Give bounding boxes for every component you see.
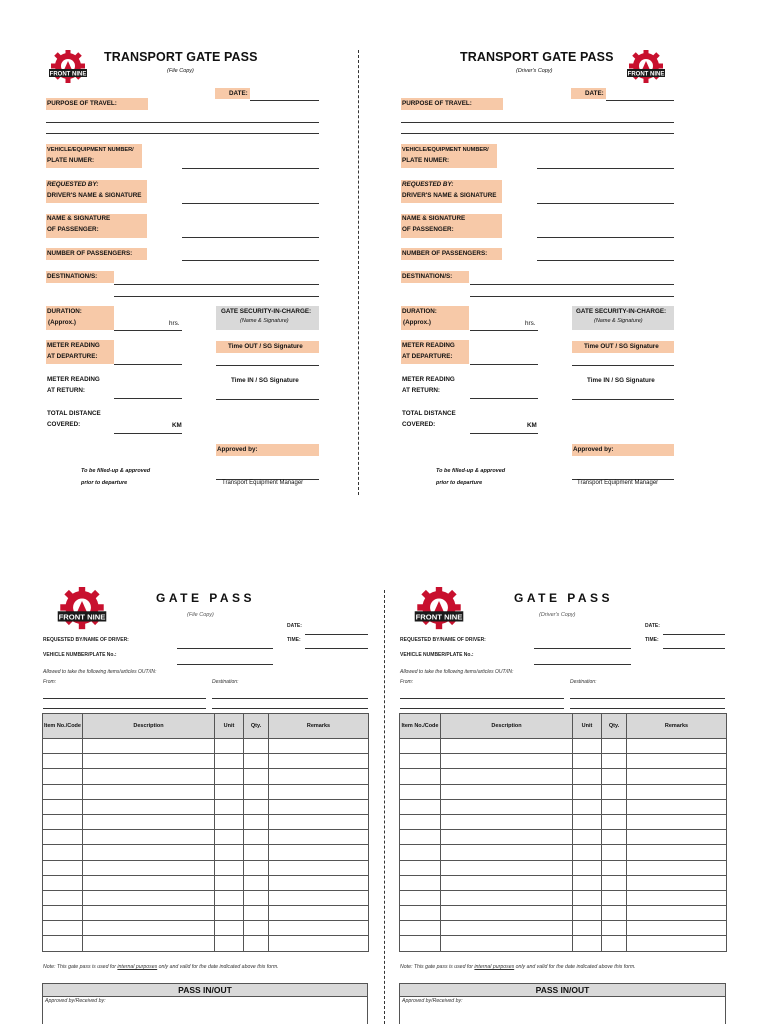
svg-text:FRONT NINE: FRONT NINE <box>49 71 87 78</box>
date-field[interactable] <box>606 100 674 101</box>
table-row[interactable] <box>400 769 727 784</box>
passenger-label: NAME & SIGNATURE OF PASSENGER: <box>402 215 466 233</box>
from-field[interactable] <box>43 698 206 699</box>
passenger-field[interactable] <box>537 237 674 238</box>
approved-received-label: Approved by/Received by: <box>45 998 106 1004</box>
table-row[interactable] <box>400 890 727 905</box>
footnote-2: prior to departure <box>81 480 128 486</box>
front-nine-logo <box>53 587 111 633</box>
table-row[interactable] <box>43 890 369 905</box>
date-field[interactable] <box>663 634 725 635</box>
purpose-label: PURPOSE OF TRAVEL: <box>47 100 117 107</box>
security-label: GATE SECURITY-IN-CHARGE: <box>221 308 312 315</box>
pass-in-out-box <box>42 983 368 1024</box>
table-row[interactable] <box>43 830 369 845</box>
destination-field[interactable] <box>114 284 319 285</box>
from-field-2[interactable] <box>43 708 206 709</box>
time-label: TIME: <box>287 637 301 643</box>
meter-departure-field[interactable] <box>470 364 538 365</box>
vehicle-label: VEHICLE/EQUIPMENT NUMBER/ PLATE NUMER: <box>47 147 134 164</box>
column-header-unit: Unit <box>573 714 602 739</box>
time-field[interactable] <box>663 648 725 649</box>
pass-in-out-box <box>399 983 726 1024</box>
column-header-description: Description <box>83 714 215 739</box>
time-out-label: Time OUT / SG Signature <box>584 343 659 350</box>
time-out-field[interactable] <box>216 365 319 366</box>
time-label: TIME: <box>645 637 659 643</box>
form-title: TRANSPORT GATE PASS <box>104 50 258 64</box>
usage-note: Note: This gate pass is used for internal purposes only and valid for the date indicated above this form. <box>400 964 636 970</box>
purpose-field[interactable] <box>46 122 319 123</box>
items-table <box>399 713 727 952</box>
table-header-row <box>400 714 727 739</box>
purpose-field[interactable] <box>401 122 674 123</box>
distance-field[interactable] <box>470 433 538 434</box>
time-in-label: Time IN / SG Signature <box>587 377 655 384</box>
destination-label: Destination: <box>570 679 597 685</box>
hrs-label: hrs. <box>525 320 536 327</box>
items-table <box>42 713 369 952</box>
driver-field[interactable] <box>534 648 631 649</box>
table-row[interactable] <box>400 860 727 875</box>
vehicle-field[interactable] <box>537 168 674 169</box>
meter-return-field[interactable] <box>470 398 538 399</box>
manager-label: Transport Equipment Manager <box>222 480 304 486</box>
form-title: TRANSPORT GATE PASS <box>460 50 614 64</box>
from-label: From: <box>43 679 57 685</box>
from-field-2[interactable] <box>400 708 564 709</box>
approved-label: Approved by: <box>217 446 258 453</box>
from-field[interactable] <box>400 698 564 699</box>
km-label: KM <box>527 422 537 429</box>
distance-label: TOTAL DISTANCE COVERED: <box>47 410 101 428</box>
table-row[interactable] <box>400 784 727 799</box>
vehicle-label: VEHICLE NUMBER/PLATE No.: <box>400 652 474 658</box>
table-row[interactable] <box>400 830 727 845</box>
form-subtitle: (File Copy) <box>187 612 214 618</box>
destination-field-2[interactable] <box>570 708 725 709</box>
driver-field[interactable] <box>537 203 674 204</box>
date-label: DATE: <box>229 90 248 97</box>
column-header-qty: Qty. <box>602 714 627 739</box>
table-row[interactable] <box>400 906 727 921</box>
column-header-remarks: Remarks <box>269 714 369 739</box>
table-row[interactable] <box>43 921 369 936</box>
time-in-label: Time IN / SG Signature <box>231 377 299 384</box>
front-nine-logo <box>46 50 90 86</box>
date-label: DATE: <box>287 623 302 629</box>
table-row[interactable] <box>400 799 727 814</box>
meter-return-label: METER READING AT RETURN: <box>402 376 455 394</box>
destination-field-2[interactable] <box>114 296 319 297</box>
duration-label: DURATION: (Approx.) <box>47 308 82 326</box>
destination-field[interactable] <box>570 698 725 699</box>
table-row[interactable] <box>43 799 369 814</box>
form-subtitle: (Driver's Copy) <box>539 612 576 618</box>
approved-received-label: Approved by/Received by: <box>402 998 463 1004</box>
table-row[interactable] <box>43 739 369 754</box>
time-in-field[interactable] <box>216 399 319 400</box>
duration-label: DURATION: (Approx.) <box>402 308 437 326</box>
meter-return-field[interactable] <box>114 398 182 399</box>
date-field[interactable] <box>250 100 319 101</box>
time-in-field[interactable] <box>572 399 674 400</box>
security-sublabel: (Name & Signature) <box>240 318 289 324</box>
num-passengers-field[interactable] <box>182 260 319 261</box>
meter-departure-label: METER READING AT DEPARTURE: <box>47 342 100 360</box>
vehicle-field[interactable] <box>182 168 319 169</box>
vehicle-label: VEHICLE NUMBER/PLATE No.: <box>43 652 117 658</box>
destination-field-2[interactable] <box>212 708 368 709</box>
column-header-item: Item No./Code <box>43 714 83 739</box>
form-subtitle: (Driver's Copy) <box>516 68 553 74</box>
column-header-description: Description <box>441 714 573 739</box>
destination-field[interactable] <box>470 284 674 285</box>
gate-pass-file-copy <box>0 580 380 1024</box>
form-title: GATE PASS <box>156 591 256 605</box>
table-row[interactable] <box>43 769 369 784</box>
vehicle-field[interactable] <box>177 664 273 665</box>
svg-text:FRONT NINE: FRONT NINE <box>58 612 106 622</box>
passenger-label: NAME & SIGNATURE OF PASSENGER: <box>47 215 111 233</box>
column-header-qty: Qty. <box>244 714 269 739</box>
hrs-label: hrs. <box>169 320 180 327</box>
table-row[interactable] <box>400 921 727 936</box>
form-subtitle: (File Copy) <box>167 68 194 74</box>
date-label: DATE: <box>585 90 604 97</box>
transport-gate-pass-driver-copy <box>356 0 716 500</box>
purpose-label: PURPOSE OF TRAVEL: <box>402 100 472 107</box>
destination-field[interactable] <box>212 698 368 699</box>
from-label: From: <box>400 679 414 685</box>
table-row[interactable] <box>43 936 369 951</box>
num-passengers-field[interactable] <box>537 260 674 261</box>
gate-pass-driver-copy <box>357 580 737 1024</box>
column-header-unit: Unit <box>215 714 244 739</box>
footnote-2: prior to departure <box>436 480 483 486</box>
num-passengers-label: NUMBER OF PASSENGERS: <box>402 250 488 257</box>
table-row[interactable] <box>43 754 369 769</box>
column-header-item: Item No./Code <box>400 714 441 739</box>
distance-label: TOTAL DISTANCE COVERED: <box>402 410 456 428</box>
passenger-field[interactable] <box>182 237 319 238</box>
time-out-field[interactable] <box>572 365 674 366</box>
requested-label: REQUESTED BY: DRIVER'S NAME & SIGNATURE <box>402 181 497 199</box>
allowed-text: Allowed to take the following items/articles OUT/IN: <box>400 669 514 675</box>
destination-label: Destination: <box>212 679 239 685</box>
vehicle-label: VEHICLE/EQUIPMENT NUMBER/ PLATE NUMER: <box>402 147 489 164</box>
table-row[interactable] <box>43 906 369 921</box>
duration-field[interactable] <box>470 330 538 331</box>
table-row[interactable] <box>43 845 369 860</box>
form-title: GATE PASS <box>514 591 614 605</box>
meter-departure-label: METER READING AT DEPARTURE: <box>402 342 455 360</box>
table-header-row <box>43 714 369 739</box>
pass-in-out-title: PASS IN/OUT <box>400 984 725 997</box>
front-nine-logo <box>410 587 468 633</box>
meter-return-label: METER READING AT RETURN: <box>47 376 100 394</box>
driver-field[interactable] <box>177 648 273 649</box>
security-label: GATE SECURITY-IN-CHARGE: <box>576 308 667 315</box>
km-label: KM <box>172 422 182 429</box>
destination-field-2[interactable] <box>470 296 674 297</box>
table-row[interactable] <box>400 875 727 890</box>
manager-label: Transport Equipment Manager <box>577 480 659 486</box>
footnote-1: To be filled-up & approved <box>81 468 151 474</box>
column-header-remarks: Remarks <box>627 714 727 739</box>
svg-text:FRONT NINE: FRONT NINE <box>627 71 665 78</box>
approved-label: Approved by: <box>573 446 614 453</box>
footnote-1: To be filled-up & approved <box>436 468 506 474</box>
front-nine-logo <box>624 50 668 86</box>
driver-field[interactable] <box>182 203 319 204</box>
table-row[interactable] <box>400 754 727 769</box>
purpose-field-2[interactable] <box>401 133 674 134</box>
table-row[interactable] <box>43 860 369 875</box>
table-row[interactable] <box>43 784 369 799</box>
requested-label: REQUESTED BY/NAME OF DRIVER: <box>43 637 129 643</box>
table-row[interactable] <box>400 814 727 829</box>
table-row[interactable] <box>400 739 727 754</box>
usage-note: Note: This gate pass is used for internal purposes only and valid for the date indicated above this form. <box>43 964 279 970</box>
requested-label: REQUESTED BY/NAME OF DRIVER: <box>400 637 486 643</box>
table-row[interactable] <box>43 875 369 890</box>
requested-label: REQUESTED BY: DRIVER'S NAME & SIGNATURE <box>47 181 142 199</box>
table-row[interactable] <box>400 936 727 951</box>
duration-field[interactable] <box>114 330 182 331</box>
meter-departure-field[interactable] <box>114 364 182 365</box>
security-sublabel: (Name & Signature) <box>594 318 643 324</box>
num-passengers-label: NUMBER OF PASSENGERS: <box>47 250 133 257</box>
destination-label: DESTINATION/S: <box>47 273 98 280</box>
transport-gate-pass-file-copy <box>0 0 360 500</box>
allowed-text: Allowed to take the following items/articles OUT/IN: <box>43 669 157 675</box>
distance-field[interactable] <box>114 433 182 434</box>
table-row[interactable] <box>400 845 727 860</box>
pass-in-out-title: PASS IN/OUT <box>43 984 367 997</box>
date-label: DATE: <box>645 623 660 629</box>
time-out-label: Time OUT / SG Signature <box>228 343 303 350</box>
svg-text:FRONT NINE: FRONT NINE <box>415 612 463 622</box>
table-row[interactable] <box>43 814 369 829</box>
destination-label: DESTINATION/S: <box>402 273 453 280</box>
vehicle-field[interactable] <box>534 664 631 665</box>
purpose-field-2[interactable] <box>46 133 319 134</box>
